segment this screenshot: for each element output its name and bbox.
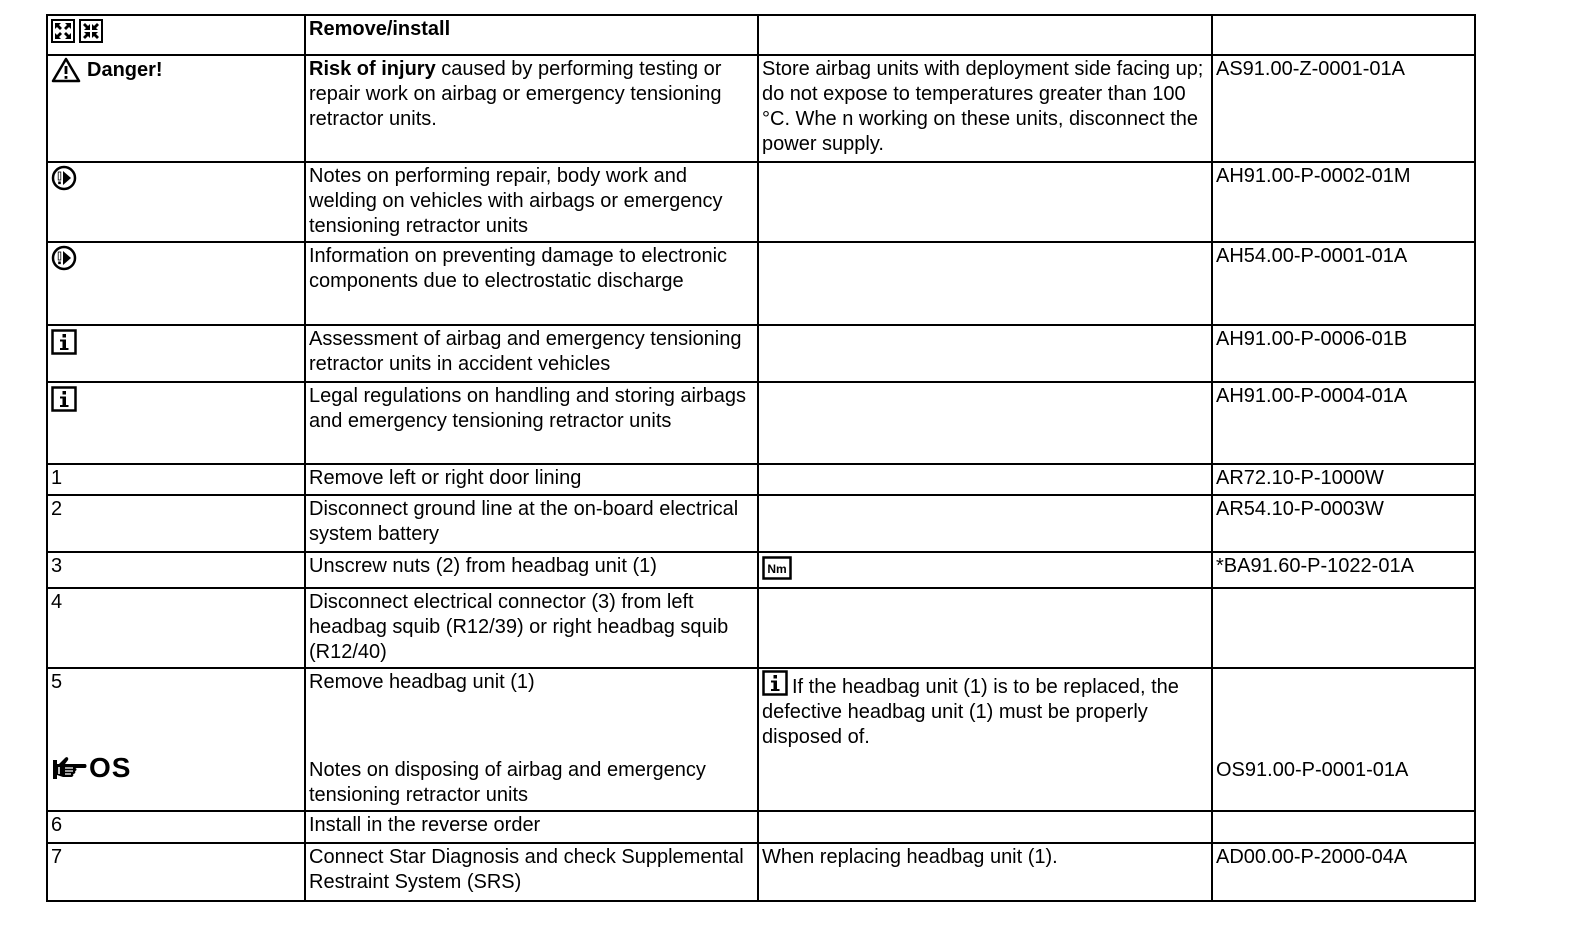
step-note-cell [758, 552, 1212, 588]
danger-note-cell [758, 55, 1212, 162]
header-symbols-cell [47, 15, 305, 55]
info-text: Assessment of airbag and emergency tensioning retractor units in accident vehicles [309, 328, 742, 375]
step-number: 2 [51, 498, 63, 520]
step-row [47, 464, 1475, 495]
step-note-cell [758, 588, 1212, 668]
danger-text-cell [305, 55, 758, 162]
step-number: 1 [51, 467, 63, 489]
header-row [47, 15, 1475, 55]
note-icon-cell [47, 162, 305, 242]
info-ref-cell [1212, 382, 1475, 464]
step-ref-cell [1212, 552, 1475, 588]
step-row [47, 811, 1475, 843]
disposal-text: Notes on disposing of airbag and emergency tensioning retractor units [309, 759, 706, 806]
danger-ref: AS91.00-Z-0001-01A [1216, 58, 1406, 80]
note-icon [51, 165, 77, 191]
disposal-os-text: OS [89, 752, 132, 783]
info-ref-cell [1212, 325, 1475, 382]
note-text: Notes on performing repair, body work and welding on vehicles with airbags or emergency tensioning retractor units [309, 165, 723, 237]
danger-note: Store airbag units with deployment side facing up; do not expose to temperatures greater than 100 °C. Whe n working on these units, disconnect the power supply. [762, 58, 1204, 155]
step-row [47, 552, 1475, 588]
note-ref: AH91.00-P-0002-01M [1216, 165, 1411, 187]
step-note: If the headbag unit (1) is to be replaced, the defective headbag unit (1) must be properly disposed of. [762, 676, 1179, 748]
step-ref-cell [1212, 588, 1475, 668]
step-number: 6 [51, 814, 63, 836]
step-ref: AD00.00-P-2000-04A [1216, 846, 1408, 868]
step-note-cell [758, 843, 1212, 901]
note-ref: AH54.00-P-0001-01A [1216, 245, 1408, 267]
step-row [47, 495, 1475, 552]
info-text-cell [305, 382, 758, 464]
step-number: 7 [51, 846, 63, 868]
warning-triangle-icon [51, 57, 81, 83]
step-note: When replacing headbag unit (1). [762, 846, 1058, 868]
step-text-cell [305, 588, 758, 668]
note-text: Information on preventing damage to electronic components due to electrostatic discharge [309, 245, 728, 292]
step-row [47, 588, 1475, 668]
step-text: Remove headbag unit (1) [309, 671, 535, 693]
step-ref-cell [1212, 811, 1475, 843]
step-text-cell [305, 495, 758, 552]
step-text: Disconnect electrical connector (3) from left headbag squib (R12/39) or right headbag squib (R12/40) [309, 591, 729, 663]
info-ref: AH91.00-P-0006-01B [1216, 328, 1408, 350]
step-text: Connect Star Diagnosis and check Supplemental Restraint System (SRS) [309, 846, 744, 893]
step-ref: *BA91.60-P-1022-01A [1216, 555, 1414, 577]
page-title: Remove/install [309, 18, 451, 40]
info-empty-cell [758, 382, 1212, 464]
step-number: 5 [51, 671, 63, 693]
disposal-label [51, 753, 131, 783]
note-empty-cell [758, 242, 1212, 325]
svg-text:Nm: Nm [767, 562, 787, 576]
step-number: 3 [51, 555, 63, 577]
step-text: Install in the reverse order [309, 814, 541, 836]
risk-heading: Risk of injury [309, 58, 436, 80]
note-icon [51, 245, 77, 271]
note-ref-cell [1212, 242, 1475, 325]
step-number-cell [47, 495, 305, 552]
danger-label: Danger! [87, 58, 163, 81]
step-text-cell [305, 843, 758, 901]
step-text-cell [305, 811, 758, 843]
step-text: Disconnect ground line at the on-board electrical system battery [309, 498, 739, 545]
step-ref-cell [1212, 843, 1475, 901]
note-row [47, 162, 1475, 242]
step-text-cell [305, 464, 758, 495]
step-note-cell [758, 495, 1212, 552]
step-text: Remove left or right door lining [309, 467, 582, 489]
risk-text: caused by performing testing or repair work on airbag or emergency tensioning retractor units. [309, 58, 722, 130]
step-number-cell [47, 668, 305, 811]
note-ref-cell [1212, 162, 1475, 242]
info-icon [762, 670, 788, 696]
step-row [47, 843, 1475, 901]
remove-icon [51, 19, 75, 43]
step-number-cell [47, 843, 305, 901]
info-row [47, 325, 1475, 382]
step-ref-cell [1212, 668, 1475, 811]
procedure-table [46, 14, 1476, 902]
note-row [47, 242, 1475, 325]
pointing-hand-icon [51, 755, 87, 781]
header-title-cell [305, 15, 758, 55]
step-note-cell [758, 464, 1212, 495]
step-ref-cell [1212, 464, 1475, 495]
step-ref: AR54.10-P-0003W [1216, 498, 1384, 520]
disposal-ref: OS91.00-P-0001-01A [1216, 759, 1409, 781]
note-text-cell [305, 242, 758, 325]
info-text: Legal regulations on handling and storing airbags and emergency tensioning retractor units [309, 385, 746, 432]
install-icon [79, 19, 103, 43]
step-number-cell [47, 464, 305, 495]
danger-ref-cell [1212, 55, 1475, 162]
header-empty-cell [758, 15, 1212, 55]
note-icon-cell [47, 242, 305, 325]
step-note-cell [758, 668, 1212, 811]
info-icon-cell [47, 325, 305, 382]
danger-label-cell [47, 55, 305, 162]
info-text-cell [305, 325, 758, 382]
step-note-cell [758, 811, 1212, 843]
step-ref-cell [1212, 495, 1475, 552]
header-empty-cell [1212, 15, 1475, 55]
step-number: 4 [51, 591, 63, 613]
danger-row [47, 55, 1475, 162]
torque-nm-icon [762, 556, 792, 580]
step-row [47, 668, 1475, 811]
info-icon [51, 386, 77, 412]
step-number-cell [47, 588, 305, 668]
step-text-cell [305, 668, 758, 811]
step-number-cell [47, 811, 305, 843]
step-number-cell [47, 552, 305, 588]
step-text-cell [305, 552, 758, 588]
note-text-cell [305, 162, 758, 242]
info-icon-cell [47, 382, 305, 464]
info-empty-cell [758, 325, 1212, 382]
info-ref: AH91.00-P-0004-01A [1216, 385, 1408, 407]
step-ref: AR72.10-P-1000W [1216, 467, 1384, 489]
info-icon [51, 329, 77, 355]
note-empty-cell [758, 162, 1212, 242]
step-text: Unscrew nuts (2) from headbag unit (1) [309, 555, 657, 577]
info-row [47, 382, 1475, 464]
